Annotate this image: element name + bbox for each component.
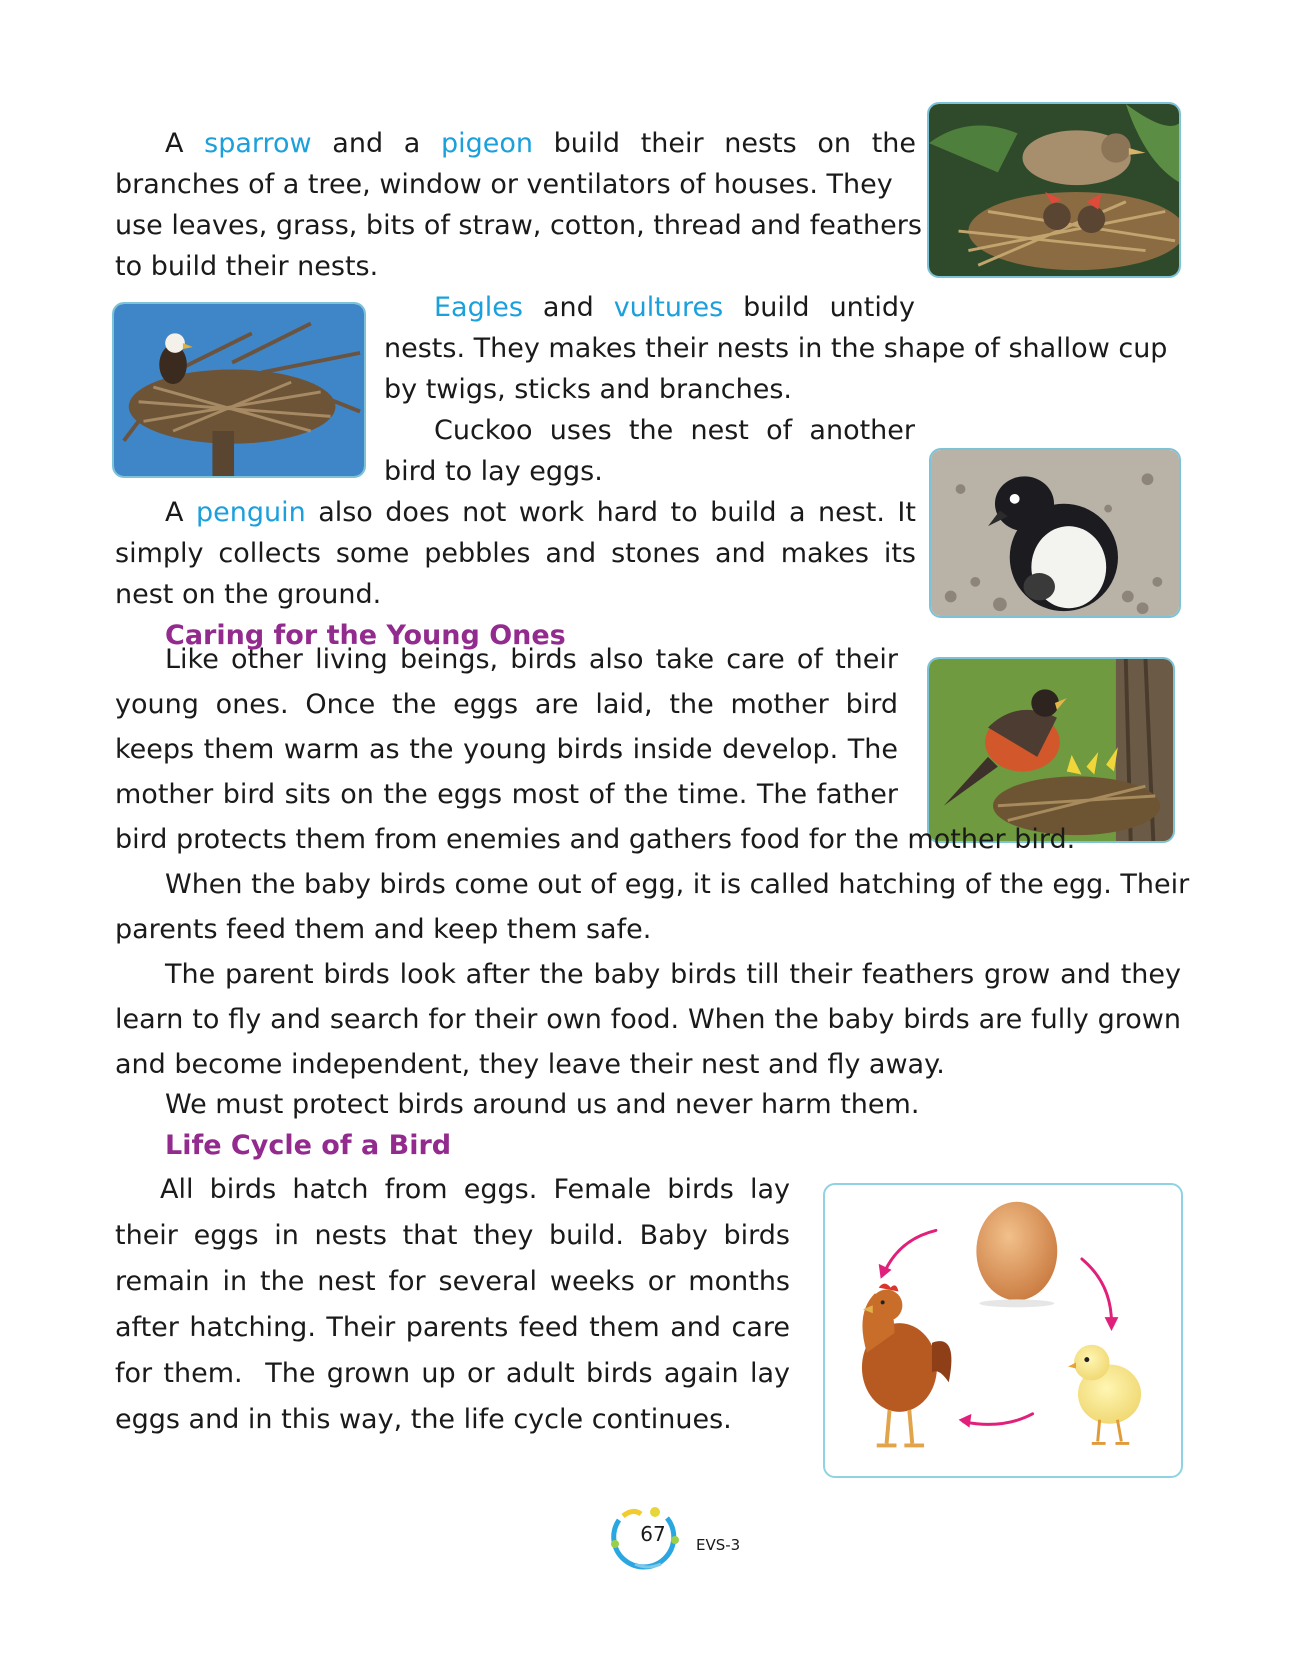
para5-line4: mother bird sits on the eggs most of the time. The father <box>115 779 898 810</box>
arrow-chick-to-hen <box>964 1414 1033 1425</box>
para9-line3: remain in the nest for several weeks or months <box>115 1266 790 1297</box>
para2-line2: nests. They makes their nests in the shape of shallow cup <box>384 333 1168 364</box>
hen-illustration <box>862 1284 951 1446</box>
para5-line3: keeps them warm as the young birds inside develop. The <box>115 734 898 765</box>
para5-line2: young ones. Once the eggs are laid, the mother bird <box>115 689 898 720</box>
word-sparrow: sparrow <box>204 128 312 159</box>
para9-line5: for them. The grown up or adult birds again lay <box>115 1358 790 1389</box>
life-cycle-diagram <box>823 1183 1183 1478</box>
word-vultures: vultures <box>613 292 724 323</box>
eagle-nest-photo <box>112 302 366 478</box>
para3-line2: bird to lay eggs. <box>384 456 603 487</box>
para5-line5: bird protects them from enemies and gathers food for the mother bird. <box>115 824 1076 855</box>
para4-line2: simply collects some pebbles and stones and makes its <box>115 538 916 569</box>
para7-line3: and become independent, they leave their nest and fly away. <box>115 1049 945 1080</box>
para4-line3: nest on the ground. <box>115 579 382 610</box>
para1-line2: branches of a tree, window or ventilators of houses. They <box>115 169 893 200</box>
para7-line1: The parent birds look after the baby birds till their feathers grow and they <box>165 959 1181 990</box>
para9-line1: All birds hatch from eggs. Female birds lay <box>160 1174 790 1205</box>
para7-line2: learn to fly and search for their own food. When the baby birds are fully grown <box>115 1004 1181 1035</box>
arrow-hen-to-egg <box>885 1230 936 1271</box>
para8: We must protect birds around us and never harm them. <box>165 1089 920 1120</box>
word-penguin: penguin <box>195 497 306 528</box>
para9-line2: their eggs in nests that they build. Baby birds <box>115 1220 790 1251</box>
para6-line1: When the baby birds come out of egg, it is called hatching of the egg. Their <box>165 869 1190 900</box>
arrow-egg-to-chick <box>1082 1259 1112 1323</box>
para2-line3: by twigs, sticks and branches. <box>384 374 793 405</box>
para4-line1: A penguin also does not work hard to build a nest. It <box>165 497 916 528</box>
para5-line1: Like other living beings, birds also take care of their <box>165 644 898 675</box>
word-pigeon: pigeon <box>440 128 533 159</box>
page-footer <box>605 1500 765 1570</box>
para1-line3: use leaves, grass, bits of straw, cotton, thread and feathers <box>115 210 922 241</box>
sparrow-nest-photo <box>927 102 1181 278</box>
para1-line1: A sparrow and a pigeon build their nests on the <box>165 128 916 159</box>
robin-nest-photo <box>927 657 1175 843</box>
para1-line4: to build their nests. <box>115 251 379 282</box>
heading-caring-for-young: Caring for the Young Ones <box>165 620 566 651</box>
egg-illustration <box>976 1202 1057 1308</box>
para9-line6: eggs and in this way, the life cycle continues. <box>115 1404 732 1435</box>
chick-illustration <box>1068 1345 1141 1444</box>
para3-line1: Cuckoo uses the nest of another <box>434 415 915 446</box>
para2-line1: Eagles and vultures build untidy <box>434 292 915 323</box>
word-eagles: Eagles <box>434 292 523 323</box>
penguin-nest-photo <box>929 448 1181 618</box>
heading-life-cycle: Life Cycle of a Bird <box>165 1130 452 1161</box>
page-number: 67 <box>640 1522 666 1546</box>
para9-line4: after hatching. Their parents feed them and care <box>115 1312 790 1343</box>
book-label: EVS-3 <box>696 1536 741 1554</box>
para6-line2: parents feed them and keep them safe. <box>115 914 652 945</box>
